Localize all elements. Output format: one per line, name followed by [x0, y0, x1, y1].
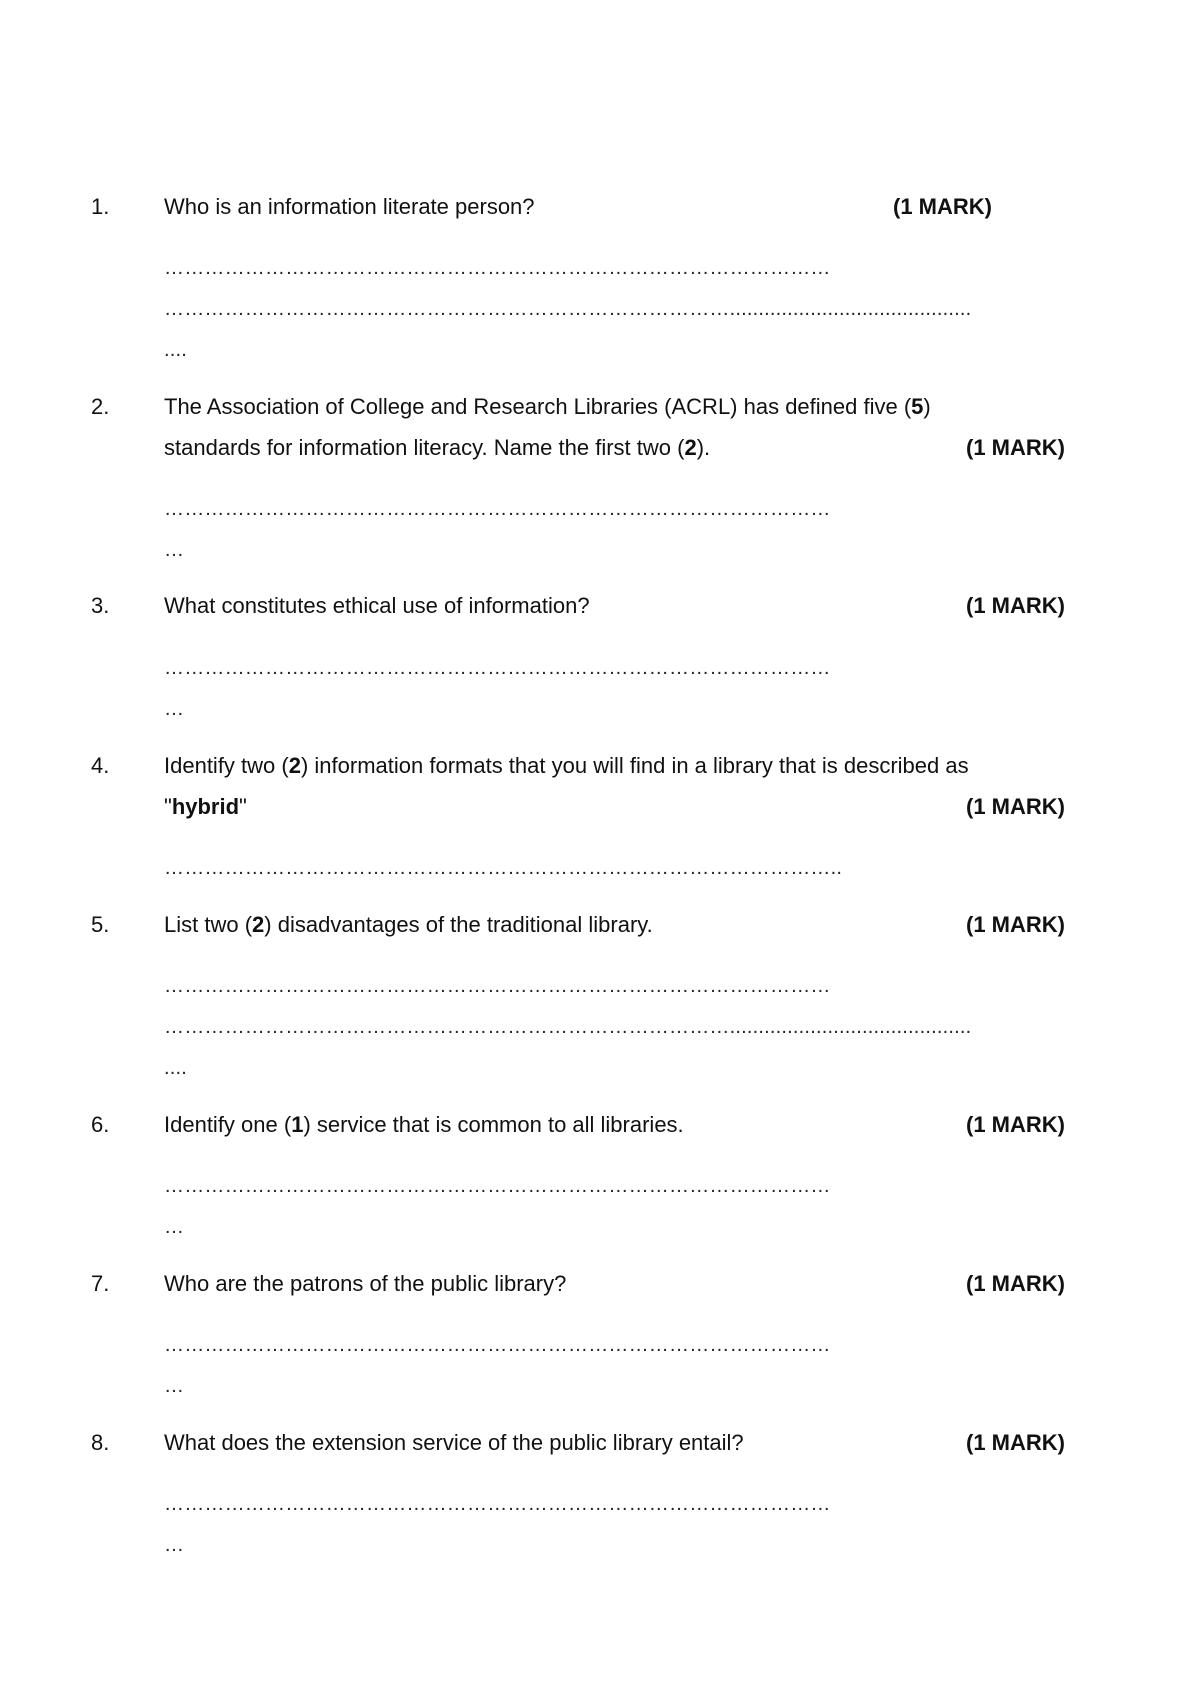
- question-number: 2.: [91, 394, 110, 419]
- answer-line[interactable]: …………………………………………………………………………..........................................: [164, 298, 972, 320]
- mark-label: (1 MARK): [966, 912, 1065, 937]
- question-text: Who are the patrons of the public library?: [164, 1271, 567, 1296]
- question-number: 1.: [91, 194, 110, 219]
- answer-line[interactable]: ....: [164, 339, 188, 361]
- answer-line[interactable]: ………………………………………………………………………………………: [164, 498, 831, 520]
- answer-line[interactable]: ………………………………………………………………………………………: [164, 1334, 831, 1356]
- question-number: 6.: [91, 1112, 110, 1137]
- question-text-line-2: standards for information literacy. Name the first two (2).: [164, 435, 711, 460]
- question-text: List two (2) disadvantages of the traditional library.: [164, 912, 653, 937]
- question-number: 4.: [91, 753, 110, 778]
- mark-label: (1 MARK): [966, 593, 1065, 618]
- mark-label: (1 MARK): [966, 435, 1065, 460]
- answer-line[interactable]: ………………………………………………………………………………………..: [164, 857, 843, 879]
- answer-line[interactable]: ....: [164, 1057, 188, 1079]
- answer-line[interactable]: …: [164, 698, 185, 720]
- mark-label: (1 MARK): [966, 1112, 1065, 1137]
- question-text: Identify one (1) service that is common to all libraries.: [164, 1112, 684, 1137]
- mark-label: (1 MARK): [893, 194, 992, 219]
- question-number: 3.: [91, 593, 110, 618]
- question-number: 8.: [91, 1430, 110, 1455]
- answer-line[interactable]: ………………………………………………………………………………………: [164, 1493, 831, 1515]
- question-text: What does the extension service of the public library entail?: [164, 1430, 744, 1455]
- answer-line[interactable]: ………………………………………………………………………………………: [164, 975, 831, 997]
- question-number: 7.: [91, 1271, 110, 1296]
- question-number: 5.: [91, 912, 110, 937]
- answer-line[interactable]: …: [164, 1534, 185, 1556]
- mark-label: (1 MARK): [966, 794, 1065, 819]
- mark-label: (1 MARK): [966, 1271, 1065, 1296]
- answer-line[interactable]: …: [164, 1216, 185, 1238]
- question-text: Who is an information literate person?: [164, 194, 535, 219]
- answer-line[interactable]: …………………………………………………………………………..........................................: [164, 1016, 972, 1038]
- mark-label: (1 MARK): [966, 1430, 1065, 1455]
- answer-line[interactable]: ………………………………………………………………………………………: [164, 257, 831, 279]
- answer-line[interactable]: ………………………………………………………………………………………: [164, 657, 831, 679]
- answer-line[interactable]: …: [164, 1375, 185, 1397]
- question-text-line-1: The Association of College and Research Libraries (ACRL) has defined five (5): [164, 394, 931, 419]
- question-text-line-2: "hybrid": [164, 794, 247, 819]
- answer-line[interactable]: ………………………………………………………………………………………: [164, 1175, 831, 1197]
- answer-line[interactable]: …: [164, 539, 185, 561]
- question-text: What constitutes ethical use of information?: [164, 593, 590, 618]
- question-text-line-1: Identify two (2) information formats that you will find in a library that is described as: [164, 753, 969, 778]
